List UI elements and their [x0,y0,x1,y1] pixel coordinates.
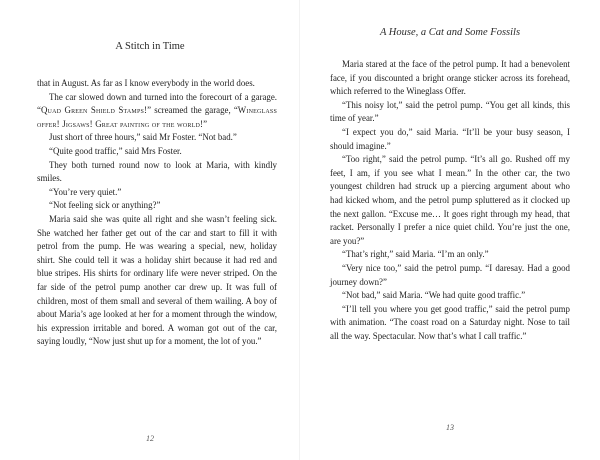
garage-shout-end: ” [203,118,208,129]
paragraph: Just short of three hours,” said Mr Foster. “Not bad.” [49,132,237,143]
paragraph-garage-lead: The car slowed down and turned into the forecourt of a garage. “ [37,91,277,116]
paragraph: “Quite good traffic,” said Mrs Foster. [49,145,182,156]
paragraph: “Very nice too,” said the petrol pump. “I daresay. Had a good journey down?” [330,262,570,287]
page-number-left: 12 [146,434,154,443]
paragraph: Maria stared at the face of the petrol pump. It had a benevolent face, if you discounted a bright orange sticker across its forehead, which referred to the Wineglass Offer. [330,59,570,97]
paragraph: “You’re very quiet.” [49,186,122,197]
paragraph: Maria said she was quite all right and she wasn’t feeling sick. She watched her father get out of the car and start to fill it with petrol from the pump. He was wearing a special, new, holiday shirt. She could tell it was a holiday shirt because it had red and blue stripes. His shirts for ordinary life were never striped. On the far side of the petrol pump another car drew up. It was full of children, most of them small and several of them wailing. A boy of about Maria’s age looked at her for a moment through the window, his expression irritable and bored. A woman got out of the car, saying loudly, “Now just shut up for a moment, the lot of you.” [37,213,277,347]
paragraph: “Not bad,” said Maria. “We had quite good traffic.” [342,290,526,301]
paragraph: “That’s right,” said Maria. “I’m an only.” [342,249,489,260]
running-head-right: A House, a Cat and Some Fossils [379,27,521,38]
garage-shout-offer: Wineglass offer! Jigsaws! Great painting of the world! [37,105,277,129]
paragraph: “This noisy lot,” said the petrol pump. “You get all kinds, this time of year.” [330,99,570,124]
page-number-right: 13 [446,423,454,432]
paragraph: “Not feeling sick or anything?” [49,200,161,211]
paragraph: “Too right,” said the petrol pump. “It’s all go. Rushed off my feet, I am, if you see what I mean.” In the other car, the two youngest children had struck up a piercing argument about who had kicked whom, and the petrol pump spluttered as it clocked up the next gallon. “Excuse me… It goes right through my head, that racket. Personally I prefer a nice quiet child. You’re just the one, are you?” [330,154,570,246]
paragraph: “I’ll tell you where you get good traffic,” said the petrol pump with animation. “The coast road on a Saturday night. Nose to tail all the way. Spectacular. Now that’s what I call traffic.” [330,303,570,341]
left-page-text [37,77,277,349]
right-page-text [330,58,570,343]
paragraph: They both turned round now to look at Maria, with kindly smiles. [37,159,277,184]
paragraph: that in August. As far as I know everybody in the world does. [37,78,255,88]
paragraph-garage [37,91,277,132]
garage-shout-mid: ” screamed the garage, “ [147,105,238,116]
paragraph: “I expect you do,” said Maria. “It’ll be your busy season, I should imagine.” [330,126,570,151]
running-head-left: A Stitch in Time [115,41,185,52]
garage-shout-stamps: Quad Green Shield Stamps! [40,105,148,116]
right-page [300,0,600,460]
